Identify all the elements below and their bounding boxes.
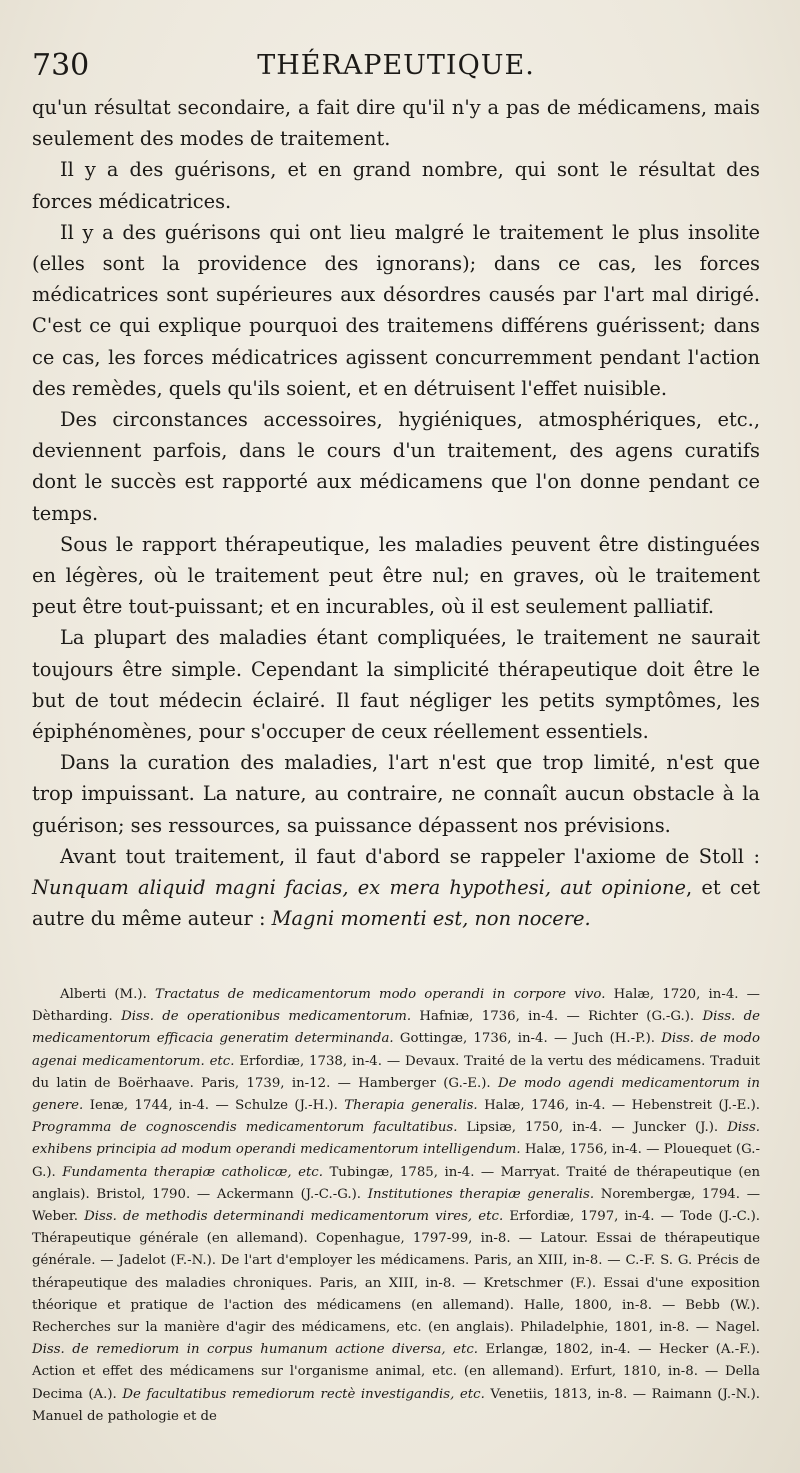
running-title: THÉRAPEUTIQUE.: [257, 50, 535, 81]
bibliography-title: Institutiones therapiæ generalis.: [367, 1186, 595, 1202]
bibliography-title: De facultatibus remediorum rectè investigandis, etc.: [122, 1386, 485, 1402]
bibliography-text: Halæ, 1756, in-4. — Plouequet (G.-G.).: [32, 1142, 760, 1180]
bibliography-title: Therapia generalis.: [344, 1098, 478, 1114]
bibliography-text: Halæ, 1746, in-4. — Hebenstreit (J.-E.).: [477, 1098, 760, 1114]
paragraph-text: , et cet autre du même auteur :: [32, 876, 760, 931]
bibliography-text: Erfordiæ, 1797, in-4. — Tode (J.-C.). Thérapeutique générale (en allemand). Copenhague, 1797-99, in-8. — Latour. Essai de thérapeutique générale. — Jadelot (F.-N.). De l'art d'employer les médicamens. Paris, an XIII, in-8. — C.-F. S. G. Précis de thérapeutique des maladies chroniques. Paris, an XIII, in-8. — Kretschmer (F.). Essai d'une exposition théorique et pratique de l'action des médicamens (en allemand). Halle, 1800, in-8. — Bebb (W.). Recherches sur la manière d'agir des médicamens, etc. (en anglais). Philadelphie, 1801, in-8. — Nagel.: [32, 1209, 761, 1336]
bibliography-title: Diss. exhibens principia ad modum operandi medicamentorum intelligendum.: [32, 1120, 761, 1158]
bibliography-title: Diss. de methodis determinandi medicamentorum vires, etc.: [84, 1209, 504, 1225]
paragraph-stoll-axiom: [32, 841, 760, 935]
bibliography-title: Tractatus de medicamentorum modo operandi in corpore vivo.: [154, 987, 606, 1002]
page-number: 730: [32, 48, 90, 83]
bibliography-title: Diss. de remediorum in corpus humanum actione diversa, etc.: [32, 1342, 478, 1358]
paragraph: qu'un résultat secondaire, a fait dire qu'il n'y a pas de médicamens, mais seulement des modes de traitement.: [32, 96, 760, 151]
bibliography-title: De modo agendi medicamentorum in genere.: [32, 1075, 760, 1114]
bibliography-text: Venetiis, 1813, in-8. — Raimann (J.-N.). Manuel de pathologie et de: [32, 1386, 760, 1424]
latin-quote: Magni momenti est, non nocere.: [271, 907, 591, 931]
bibliography-text: Hafniæ, 1736, in-4. — Richter (G.-G.).: [411, 1009, 703, 1025]
bibliography-text: Erlangæ, 1802, in-4. — Hecker (A.-F.). Action et effet des médicamens sur l'organisme animal, etc. (en allemand). Erfurt, 1810, in-8. — Della Decima (A.).: [32, 1342, 760, 1402]
bibliography: [32, 984, 760, 1428]
latin-quote: Nunquam aliquid magni facias, ex mera hypothesi, aut opinione: [32, 876, 686, 900]
bibliography-text: Ienæ, 1744, in-4. — Schulze (J.-H.).: [83, 1098, 345, 1114]
bibliography-paragraph: [32, 984, 760, 1428]
paragraph-text: Avant tout traitement, il faut d'abord se rappeler l'axiome de Stoll :: [60, 844, 760, 868]
bibliography-title: Diss. de modo agenai medicamentorum. etc.: [32, 1031, 760, 1069]
paragraph: Dans la curation des maladies, l'art n'est que trop limité, n'est que trop impuissant. La nature, au contraire, ne connaît aucun obstacle à la guérison; ses ressources, sa puissance dépassent nos prévisions.: [32, 751, 760, 837]
bibliography-text: Lipsiæ, 1750, in-4. — Juncker (J.).: [457, 1120, 728, 1136]
bibliography-text: Gottingæ, 1736, in-4. — Juch (H.-P.).: [393, 1031, 662, 1047]
bibliography-title: Programma de cognoscendis medicamentorum facultatibus.: [32, 1120, 458, 1136]
main-text: [32, 92, 760, 934]
paragraph: Il y a des guérisons qui ont lieu malgré le traitement le plus insolite (elles sont la providence des ignorans); dans ce cas, les forces médicatrices sont supérieures aux désordres causés par l'art mal dirigé. C'est ce qui explique pourquoi des traitemens différens guérissent; dans ce cas, les forces médicatrices agissent concurremment pendant l'action des remèdes, quels qu'ils soient, et en détruisent l'effet nuisible.: [32, 220, 760, 400]
bibliography-text: Tubingæ, 1785, in-4. — Marryat. Traité de thérapeutique (en anglais). Bristol, 1790. — Ackermann (J.-C.-G.).: [32, 1164, 761, 1202]
bibliography-title: Fundamenta therapiæ catholicæ, etc.: [62, 1164, 323, 1180]
bibliography-text: Halæ, 1720, in-4. — Dètharding.: [32, 987, 760, 1025]
bibliography-text: Erfordiæ, 1738, in-4. — Devaux. Traité de la vertu des médicamens. Traduit du latin de Boërhaave. Paris, 1739, in-12. — Hamberger (G.-E.).: [32, 1053, 760, 1091]
bibliography-text: Norembergæ, 1794. — Weber.: [32, 1186, 760, 1225]
bibliography-text: Alberti (M.).: [60, 987, 155, 1002]
paragraph: Sous le rapport thérapeutique, les maladies peuvent être distinguées en légères, où le traitement peut être nul; en graves, où le traitement peut être tout-puissant; et en incurables, où il est seulement palliatif.: [32, 532, 760, 619]
bibliography-title: Diss. de medicamentorum efficacia generatim determinanda.: [32, 1009, 760, 1047]
paragraph: La plupart des maladies étant compliquées, le traitement ne saurait toujours être simple. Cependant la simplicité thérapeutique doit être le but de tout médecin éclairé. Il faut négliger les petits symptômes, les épiphénomènes, pour s'occuper de ceux réellement essentiels.: [32, 626, 760, 744]
paragraph: Des circonstances accessoires, hygiéniques, atmosphériques, etc., deviennent parfois, dans le cours d'un traitement, des agens curatifs dont le succès est rapporté aux médicamens que l'on donne pendant ce temps.: [32, 408, 760, 525]
running-header: [32, 48, 760, 88]
bibliography-title: Diss. de operationibus medicamentorum.: [121, 1009, 412, 1025]
paragraph: Il y a des guérisons, et en grand nombre, qui sont le résultat des forces médicatrices.: [32, 158, 760, 213]
